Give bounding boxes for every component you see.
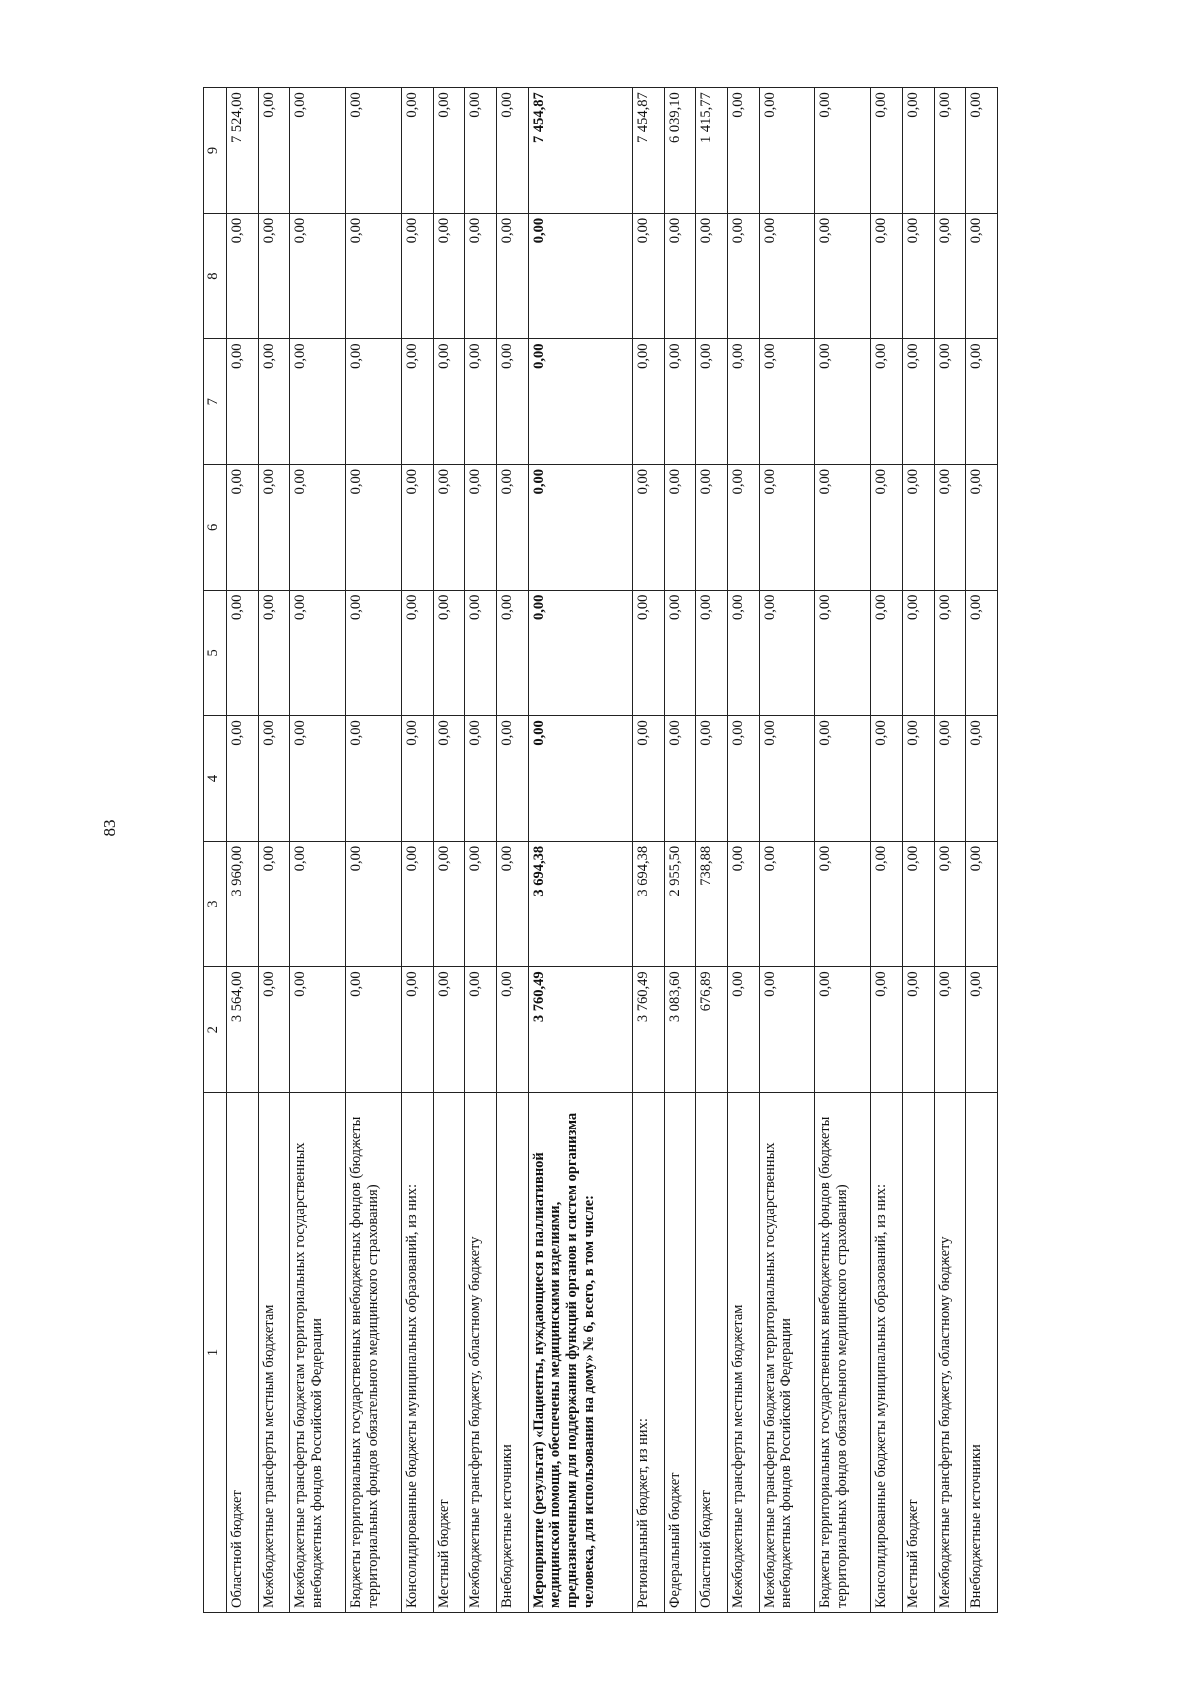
row-value: 0,00 [903, 967, 935, 1093]
row-value: 7 454,87 [528, 88, 633, 214]
row-label: Межбюджетные трансферты бюджету, областному бюджету [934, 1093, 966, 1613]
row-value: 3 694,38 [528, 841, 633, 967]
row-value: 0,00 [402, 88, 434, 214]
row-value: 0,00 [871, 716, 903, 842]
row-value: 0,00 [290, 465, 346, 591]
table-row [871, 88, 903, 1613]
row-value: 0,00 [633, 339, 665, 465]
row-label: Межбюджетные трансферты местным бюджетам [727, 1093, 759, 1613]
row-label: Мероприятие (результат) «Пациенты, нуждающиеся в паллиативной медицинской помощи, обеспечены медицинскими изделиями, предназначенными для поддержания функций органов и систем организма человека, для использования на дому» № 6, всего, в том числе: [528, 1093, 633, 1613]
table-row [664, 88, 696, 1613]
row-value: 0,00 [346, 590, 402, 716]
row-value: 0,00 [815, 967, 871, 1093]
row-value: 0,00 [727, 716, 759, 842]
budget-table [203, 87, 998, 1613]
row-label: Межбюджетные трансферты бюджетам территориальных государственных внебюджетных фондов Российской Федерации [290, 1093, 346, 1613]
table-row [290, 88, 346, 1613]
row-label: Консолидированные бюджеты муниципальных образований, из них: [871, 1093, 903, 1613]
row-value: 0,00 [696, 590, 728, 716]
row-value: 3 760,49 [528, 967, 633, 1093]
row-value: 0,00 [633, 465, 665, 591]
row-value: 0,00 [402, 590, 434, 716]
row-value: 0,00 [465, 213, 497, 339]
row-value: 0,00 [346, 716, 402, 842]
row-value: 0,00 [727, 465, 759, 591]
row-value: 0,00 [664, 716, 696, 842]
row-value: 0,00 [815, 339, 871, 465]
row-label: Внебюджетные источники [966, 1093, 998, 1613]
table-row [433, 88, 465, 1613]
row-label: Местный бюджет [903, 1093, 935, 1613]
row-label: Консолидированные бюджеты муниципальных образований, из них: [402, 1093, 434, 1613]
row-value: 0,00 [966, 339, 998, 465]
row-value: 0,00 [815, 88, 871, 214]
row-value: 0,00 [346, 967, 402, 1093]
row-value: 0,00 [528, 465, 633, 591]
row-value: 0,00 [433, 841, 465, 967]
column-header-9: 9 [204, 88, 227, 214]
row-value: 0,00 [759, 716, 815, 842]
column-header-3: 3 [204, 841, 227, 967]
row-value: 0,00 [934, 465, 966, 591]
column-header-8: 8 [204, 213, 227, 339]
page-number: 83 [100, 819, 119, 837]
row-value: 0,00 [759, 590, 815, 716]
row-value: 0,00 [496, 213, 528, 339]
row-value: 0,00 [528, 339, 633, 465]
row-value: 0,00 [528, 716, 633, 842]
row-value: 0,00 [258, 590, 290, 716]
row-value: 3 564,00 [227, 967, 259, 1093]
row-value: 0,00 [528, 590, 633, 716]
row-value: 0,00 [903, 716, 935, 842]
row-value: 0,00 [903, 213, 935, 339]
row-value: 0,00 [465, 716, 497, 842]
row-value: 0,00 [402, 465, 434, 591]
row-value: 0,00 [290, 841, 346, 967]
row-value: 0,00 [727, 841, 759, 967]
row-value: 3 760,49 [633, 967, 665, 1093]
row-value: 0,00 [903, 841, 935, 967]
table-row [903, 88, 935, 1613]
column-header-2: 2 [204, 967, 227, 1093]
row-value: 0,00 [871, 841, 903, 967]
row-value: 7 454,87 [633, 88, 665, 214]
table-row [696, 88, 728, 1613]
table-row [346, 88, 402, 1613]
row-value: 0,00 [496, 841, 528, 967]
column-header-4: 4 [204, 716, 227, 842]
row-value: 0,00 [465, 967, 497, 1093]
row-value: 0,00 [871, 213, 903, 339]
row-value: 0,00 [290, 213, 346, 339]
table-row [528, 88, 633, 1613]
row-value: 0,00 [258, 339, 290, 465]
row-value: 0,00 [496, 88, 528, 214]
row-label: Местный бюджет [433, 1093, 465, 1613]
row-label: Бюджеты территориальных государственных внебюджетных фондов (бюджеты территориальных фондов обязательного медицинского страхования) [346, 1093, 402, 1613]
row-value: 0,00 [934, 590, 966, 716]
row-value: 0,00 [290, 88, 346, 214]
row-value: 0,00 [633, 590, 665, 716]
table-row [227, 88, 259, 1613]
row-value: 0,00 [258, 841, 290, 967]
row-value: 0,00 [258, 88, 290, 214]
table-row [815, 88, 871, 1613]
table-row [402, 88, 434, 1613]
row-value: 0,00 [465, 465, 497, 591]
row-value: 0,00 [346, 841, 402, 967]
row-value: 0,00 [759, 967, 815, 1093]
row-value: 0,00 [664, 590, 696, 716]
table-row [465, 88, 497, 1613]
row-value: 0,00 [727, 213, 759, 339]
row-value: 0,00 [934, 967, 966, 1093]
row-value: 0,00 [664, 213, 696, 339]
row-value: 0,00 [759, 339, 815, 465]
table-body [227, 88, 998, 1613]
row-value: 0,00 [966, 590, 998, 716]
row-value: 0,00 [966, 465, 998, 591]
row-value: 0,00 [727, 590, 759, 716]
row-value: 0,00 [402, 841, 434, 967]
row-value: 0,00 [903, 88, 935, 214]
row-label: Региональный бюджет, из них: [633, 1093, 665, 1613]
row-value: 0,00 [433, 967, 465, 1093]
column-header-6: 6 [204, 465, 227, 591]
row-value: 0,00 [815, 841, 871, 967]
row-value: 0,00 [258, 465, 290, 591]
row-value: 0,00 [903, 590, 935, 716]
row-value: 0,00 [759, 213, 815, 339]
row-value: 0,00 [727, 88, 759, 214]
row-value: 3 083,60 [664, 967, 696, 1093]
row-value: 0,00 [815, 213, 871, 339]
row-value: 0,00 [465, 88, 497, 214]
row-value: 0,00 [465, 841, 497, 967]
row-value: 0,00 [934, 841, 966, 967]
row-value: 0,00 [496, 339, 528, 465]
row-value: 0,00 [227, 465, 259, 591]
row-label: Областной бюджет [227, 1093, 259, 1613]
rotated-table [203, 88, 998, 1613]
row-label: Межбюджетные трансферты бюджетам территориальных государственных внебюджетных фондов Российской Федерации [759, 1093, 815, 1613]
row-value: 0,00 [759, 88, 815, 214]
row-value: 0,00 [696, 716, 728, 842]
row-value: 0,00 [727, 339, 759, 465]
row-value: 0,00 [227, 716, 259, 842]
row-value: 0,00 [346, 88, 402, 214]
row-value: 676,89 [696, 967, 728, 1093]
column-header-1: 1 [204, 1093, 227, 1613]
table-header-row [204, 88, 227, 1613]
row-value: 0,00 [433, 590, 465, 716]
row-value: 0,00 [227, 213, 259, 339]
row-value: 0,00 [759, 465, 815, 591]
row-value: 0,00 [903, 465, 935, 591]
row-value: 3 694,38 [633, 841, 665, 967]
row-value: 0,00 [815, 465, 871, 591]
row-value: 0,00 [496, 590, 528, 716]
row-value: 0,00 [871, 967, 903, 1093]
row-value: 0,00 [633, 716, 665, 842]
row-value: 0,00 [903, 339, 935, 465]
row-value: 0,00 [258, 213, 290, 339]
row-label: Внебюджетные источники [496, 1093, 528, 1613]
table-row [258, 88, 290, 1613]
row-value: 0,00 [633, 213, 665, 339]
row-value: 738,88 [696, 841, 728, 967]
row-value: 0,00 [496, 465, 528, 591]
row-value: 0,00 [871, 88, 903, 214]
column-header-5: 5 [204, 590, 227, 716]
row-value: 0,00 [433, 465, 465, 591]
row-value: 0,00 [759, 841, 815, 967]
column-header-7: 7 [204, 339, 227, 465]
row-value: 0,00 [966, 841, 998, 967]
table-row [759, 88, 815, 1613]
row-value: 0,00 [871, 339, 903, 465]
row-value: 0,00 [696, 213, 728, 339]
row-value: 0,00 [496, 967, 528, 1093]
row-value: 2 955,50 [664, 841, 696, 967]
row-value: 0,00 [290, 590, 346, 716]
row-value: 3 960,00 [227, 841, 259, 967]
row-value: 0,00 [402, 716, 434, 842]
row-value: 0,00 [966, 213, 998, 339]
row-value: 0,00 [871, 590, 903, 716]
row-value: 0,00 [433, 88, 465, 214]
row-value: 7 524,00 [227, 88, 259, 214]
row-label: Областной бюджет [696, 1093, 728, 1613]
row-value: 0,00 [290, 716, 346, 842]
row-value: 1 415,77 [696, 88, 728, 214]
row-value: 0,00 [433, 339, 465, 465]
row-value: 0,00 [696, 339, 728, 465]
row-value: 0,00 [966, 716, 998, 842]
row-value: 0,00 [664, 339, 696, 465]
row-value: 0,00 [528, 213, 633, 339]
row-value: 0,00 [696, 465, 728, 591]
table-row [934, 88, 966, 1613]
row-value: 0,00 [966, 88, 998, 214]
row-value: 0,00 [871, 465, 903, 591]
rotated-table-container [203, 88, 998, 1613]
row-value: 0,00 [227, 339, 259, 465]
row-value: 0,00 [815, 590, 871, 716]
row-value: 0,00 [258, 967, 290, 1093]
row-value: 0,00 [815, 716, 871, 842]
row-value: 0,00 [664, 465, 696, 591]
row-value: 0,00 [934, 339, 966, 465]
row-value: 0,00 [402, 967, 434, 1093]
table-row [633, 88, 665, 1613]
row-value: 0,00 [290, 339, 346, 465]
table-row [966, 88, 998, 1613]
row-label: Федеральный бюджет [664, 1093, 696, 1613]
row-value: 0,00 [346, 339, 402, 465]
row-value: 0,00 [727, 967, 759, 1093]
row-value: 0,00 [433, 213, 465, 339]
row-value: 0,00 [346, 465, 402, 591]
row-value: 0,00 [258, 716, 290, 842]
row-value: 0,00 [966, 967, 998, 1093]
row-label: Межбюджетные трансферты местным бюджетам [258, 1093, 290, 1613]
row-value: 0,00 [402, 213, 434, 339]
row-label: Межбюджетные трансферты бюджету, областному бюджету [465, 1093, 497, 1613]
row-label: Бюджеты территориальных государственных внебюджетных фондов (бюджеты территориальных фондов обязательного медицинского страхования) [815, 1093, 871, 1613]
table-row [496, 88, 528, 1613]
row-value: 0,00 [934, 716, 966, 842]
row-value: 0,00 [402, 339, 434, 465]
row-value: 6 039,10 [664, 88, 696, 214]
row-value: 0,00 [346, 213, 402, 339]
row-value: 0,00 [290, 967, 346, 1093]
row-value: 0,00 [465, 590, 497, 716]
row-value: 0,00 [465, 339, 497, 465]
row-value: 0,00 [433, 716, 465, 842]
row-value: 0,00 [496, 716, 528, 842]
row-value: 0,00 [934, 88, 966, 214]
row-value: 0,00 [934, 213, 966, 339]
table-row [727, 88, 759, 1613]
row-value: 0,00 [227, 590, 259, 716]
